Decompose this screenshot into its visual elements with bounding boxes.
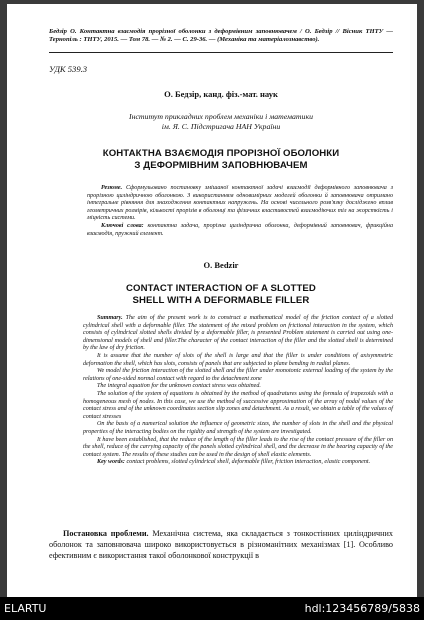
en-abstract <box>83 315 393 467</box>
en-summary-p4: The integral equation for the unknown contact stress was obtained. <box>97 383 261 390</box>
ua-institute-line1: Інститут прикладних проблем механіки і математики <box>128 112 313 121</box>
ua-author: О. Бедзір, канд. фіз.-мат. наук <box>164 89 278 99</box>
en-summary-p1: The aim of the present work is to construct a mathematical model of the friction contact of a slotted cylindrical shell with a deformable filler. The statement of the mixed problem on frictional interaction in the system, which consists of cylindrical slotted shells divided by a deformable filler, is presented Problem statement is carried out using one-dimensional models of shell and filler.The character of the contact interaction of the filler and the slotted shell is determined by the law of dry friction. <box>83 315 394 352</box>
udk-code: УДК 539.3 <box>49 64 88 74</box>
body-paragraph: Механічна система, яка складається з тонкостінних циліндричних оболонок та заповнювача широко використовується в різноманітних механізмах [1]. Особливо ефективним є використання такої оболонкової конструкції в <box>49 529 393 560</box>
en-title-line2: SHELL WITH A DEFORMABLE FILLER <box>132 295 310 306</box>
handle-id: hdl:123456789/5838 <box>304 602 420 615</box>
body-text <box>49 528 393 561</box>
ua-abstract <box>87 185 393 238</box>
document-page <box>7 4 417 597</box>
en-keywords-text: contact problems, slotted cylindrical shell, deformable filler, friction interaction, elastic component. <box>126 459 371 466</box>
en-author: O. Bedzir <box>203 260 239 270</box>
body-heading: Постановка проблеми. <box>63 529 149 538</box>
en-keywords-label: Key words: <box>97 459 125 466</box>
repository-name: ELARTU <box>4 602 47 615</box>
en-summary-label: Summary. <box>97 315 123 321</box>
en-title-line1: CONTACT INTERACTION OF A SLOTTED <box>126 283 316 294</box>
ua-institute-line2: ім. Я. С. Підстригача НАН України <box>161 122 281 131</box>
en-summary-p5: The solution of the system of equations is obtained by the method of quadratures using the formula of trapezoids with a homogeneous mesh of nodes. In this case, we use the method of successive approximation of the array of nodal values of the contact stress and of the unknown coordinates section slip zones and detachment. As a result, we obtain a table of the values of contact stresses <box>83 390 393 420</box>
ua-keywords-text: контактна задача, прорізна циліндрична оболонка, деформівний заповнювач, фрикційна взаємодія, пружний елемент. <box>87 222 393 237</box>
divider <box>49 52 393 53</box>
ua-title-line2: З ДЕФОРМІВНИМ ЗАПОВНЮВАЧЕМ <box>134 160 308 171</box>
ua-summary-text: Сформульовано постановку змішаної контактної задачі взаємодії деформівного заповнювача з прорізною циліндричною оболонкою. З використанням одновимірних моделей оболонки й заповнювача отримано інтегральне рівняння для знаходження контактних напружень. На основі чисельного розв'язку досліджено вплив геометричних розмірів, кількості прорізів в оболонці та фізичних властивостей взаємодіючих тіл на жорсткість і міцність системи. <box>87 185 393 222</box>
ua-title-line1: КОНТАКТНА ВЗАЄМОДІЯ ПРОРІЗНОЇ ОБОЛОНКИ <box>102 148 340 159</box>
en-summary-p6: On the basis of a numerical solution the influence of geometric sizes, the number of slots in the shell and the physical properties of the interacting bodies on the rigidity and strength of the system are investigated. <box>83 421 393 435</box>
en-summary-p2: It is assume that the number of slots of the shell is large and that the filler is under conditions of axisymmetric deformation the shell, which has slots, consists of panels that are subjected to plane bending in radial planes. <box>83 352 393 367</box>
en-summary-p7: It have been established, that the reduce of the length of the filler leads to the rise of the contact pressure of the filler on the shell, reduce of the carrying capacity of the panels slotted cylindrical shell, and the decrease in the bearing capacity of the contact system. The results of these studies can be used in the design of shell elastic elements. <box>83 436 393 458</box>
citation: Бедзір О. Контактна взаємодія прорізної оболонки з деформівним заповнювачем / О. Бедзір // Вісник ТНТУ — Тернопіль : ТНТУ, 2015. — Том 78. — № 2. — С. 29-36. — (Механіка та матеріалознавство). <box>49 28 393 44</box>
repository-footer <box>0 597 424 620</box>
ua-keywords-label: Ключові слова: <box>101 222 144 229</box>
en-summary-p3: We model the friction interaction of the slotted shell and the filler under monotonic external loading of the system by the relations of one-sided normal contact with regard to the detachment zone <box>83 368 393 382</box>
ua-summary-label: Резюме. <box>101 185 123 191</box>
